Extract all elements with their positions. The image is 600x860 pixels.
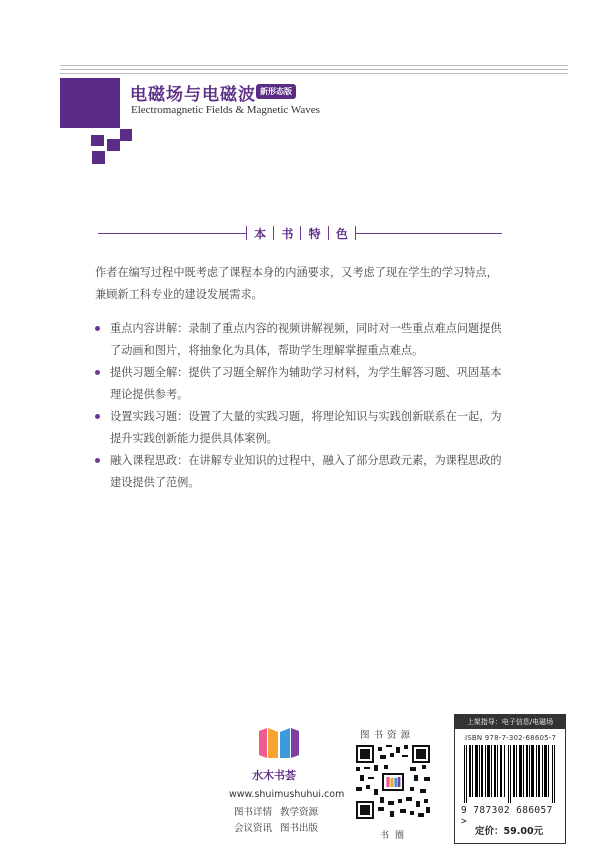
barcode-icon xyxy=(464,745,556,803)
top-rule-2 xyxy=(60,69,568,70)
shelving-category: 上架指导：电子信息/电磁场 xyxy=(455,715,565,729)
top-rule-1 xyxy=(60,65,568,66)
section-char: 特 xyxy=(308,226,321,241)
feature-item xyxy=(95,318,507,362)
bullet-dot-icon xyxy=(95,370,100,375)
feature-item xyxy=(95,406,507,450)
section-char: 色 xyxy=(335,226,348,241)
barcode-digits: 9 787302 686057 > xyxy=(461,805,553,827)
edition-badge: 新形态版 xyxy=(256,84,296,99)
section-char: 本 xyxy=(254,226,267,241)
publisher-brand: 水木书荟 xyxy=(252,769,296,782)
qr-code-icon[interactable] xyxy=(356,745,430,819)
bullet-dot-icon xyxy=(95,326,100,331)
book-title-english: Electromagnetic Fields & Magnetic Waves xyxy=(131,104,320,116)
link-teaching-resources[interactable]: 教学资源 xyxy=(280,807,319,818)
publisher-links-row-2 xyxy=(234,820,318,834)
section-line-left xyxy=(98,233,246,234)
isbn-text: ISBN 978-7-302-68605-7 xyxy=(465,734,557,742)
feature-item xyxy=(95,362,507,406)
top-rule-3 xyxy=(60,73,568,74)
feature-item xyxy=(95,450,507,494)
book-title: 电磁场与电磁波 xyxy=(130,85,256,105)
feature-text: 重点内容讲解：录制了重点内容的视频讲解视频，同时对一些重点难点问题提供了动画和图片，将抽象化为具体，帮助学生理解掌握重点难点。 xyxy=(110,322,502,357)
qr-label: 图书资源 xyxy=(360,730,415,741)
barcode-block xyxy=(454,714,566,844)
publisher-url[interactable]: www.shuimushuhui.com xyxy=(229,789,345,800)
section-char: 书 xyxy=(281,226,294,241)
intro-paragraph: 作者在编写过程中既考虑了课程本身的内涵要求，又考虑了现在学生的学习特点，兼顾新工科专业的建设发展需求。 xyxy=(95,266,498,301)
link-conference-news[interactable]: 会议资讯 xyxy=(234,823,273,834)
section-line-right xyxy=(356,233,502,234)
publisher-links-row-1 xyxy=(234,804,318,818)
bullet-dot-icon xyxy=(95,458,100,463)
publisher-logo-icon xyxy=(257,725,301,761)
link-book-details[interactable]: 图书详情 xyxy=(234,807,273,818)
feature-text: 设置实践习题：设置了大量的实践习题，将理论知识与实践创新联系在一起，为提升实践创新能力提供具体案例。 xyxy=(110,410,502,445)
feature-text: 融入课程思政：在讲解专业知识的过程中，融入了部分思政元素，为课程思政的建设提供了范例。 xyxy=(110,454,502,489)
link-book-publishing[interactable]: 图书出版 xyxy=(280,823,319,834)
section-heading xyxy=(246,223,356,243)
price-label: 定价：59.00元 xyxy=(475,826,544,837)
feature-text: 提供习题全解：提供了习题全解作为辅助学习材料，为学生解答习题、巩固基本理论提供参考。 xyxy=(110,366,502,401)
bullet-dot-icon xyxy=(95,414,100,419)
qr-caption: 书圈 xyxy=(380,831,411,841)
